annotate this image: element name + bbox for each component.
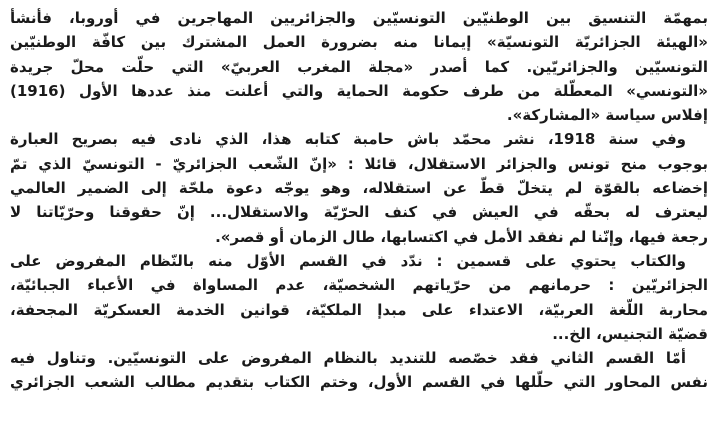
text-line: محاربة اللّغة العربيّة، الاعتداء على مبدإ الملكيّة، قوانين الخدمة العسكريّة المجحفة، [10, 300, 708, 319]
paragraph-2 [10, 127, 708, 248]
text-line: قضيّة التجنيس، الخ... [552, 324, 708, 343]
text-line: إفلاس سياسة «المشاركة». [506, 106, 708, 125]
text-line: نفس المحاور التي حلّلها في القسم الأول، وختم الكتاب بتقديم مطالب الشعب الجزائري [10, 373, 708, 392]
text-line: بوجوب منح تونس والجزائر الاستقلال، قائلا : «إنّ الشّعب الجزائريّ - التونسيّ الذي تمّ [10, 154, 708, 173]
text-line: التونسيّين والجزائريّين. كما أصدر «مجلة المغرب العربيّ» التي حلّت محلّ جريدة [10, 57, 708, 76]
text-line: وفي سنة 1918، نشر محمّد باش حامبة كتابه هذا، الذي نادى فيه بصريح العبارة [10, 130, 686, 149]
paragraph-1 [10, 6, 708, 127]
text-line: ليعترف له بحقّه في العيش في كنف الحرّيّة والاستقلال... إنّ حقوقنا وحرّيّاتنا لا [10, 203, 708, 222]
text-line: والكتاب يحتوي على قسمين : ندّد في القسم الأوّل منه بالنّظام المفروض على [10, 251, 686, 270]
text-line: أمّا القسم الثاني فقد خصّصه للتنديد بالنظام المفروض على التونسيّين. وتناول فيه [10, 349, 686, 368]
text-line: الجزائريّين : حرمانهم من حرّياتهم الشخصيّة، عدم المساواة في الأعباء الجبائيّة، [10, 276, 708, 295]
text-line: رجعة فيها، وإنّنا لم نفقد الأمل في اكتسابها، طال الزمان أو قصر». [215, 227, 708, 246]
paragraph-4 [10, 346, 708, 395]
text-line: «الهيئة الجزائريّة التونسيّة» إيمانا منه بضرورة العمل المشترك بين كافّة الوطنيّين [10, 33, 708, 52]
paragraph-3 [10, 249, 708, 346]
text-line: «التونسي» المعطّلة من طرف حكومة الحماية والتي أعلنت منذ عددها الأول (1916) [10, 81, 708, 100]
text-line: بمهمّة التنسيق بين الوطنيّين التونسيّين والجزائريين المهاجرين في أوروبا، فأنشأ [10, 9, 708, 27]
text-line: إخضاعه بالقوّة لم يتخلّ قطّ عن استقلاله، وهو يوجّه دعوة ملحّة إلى الضمير العالمي [10, 179, 708, 198]
